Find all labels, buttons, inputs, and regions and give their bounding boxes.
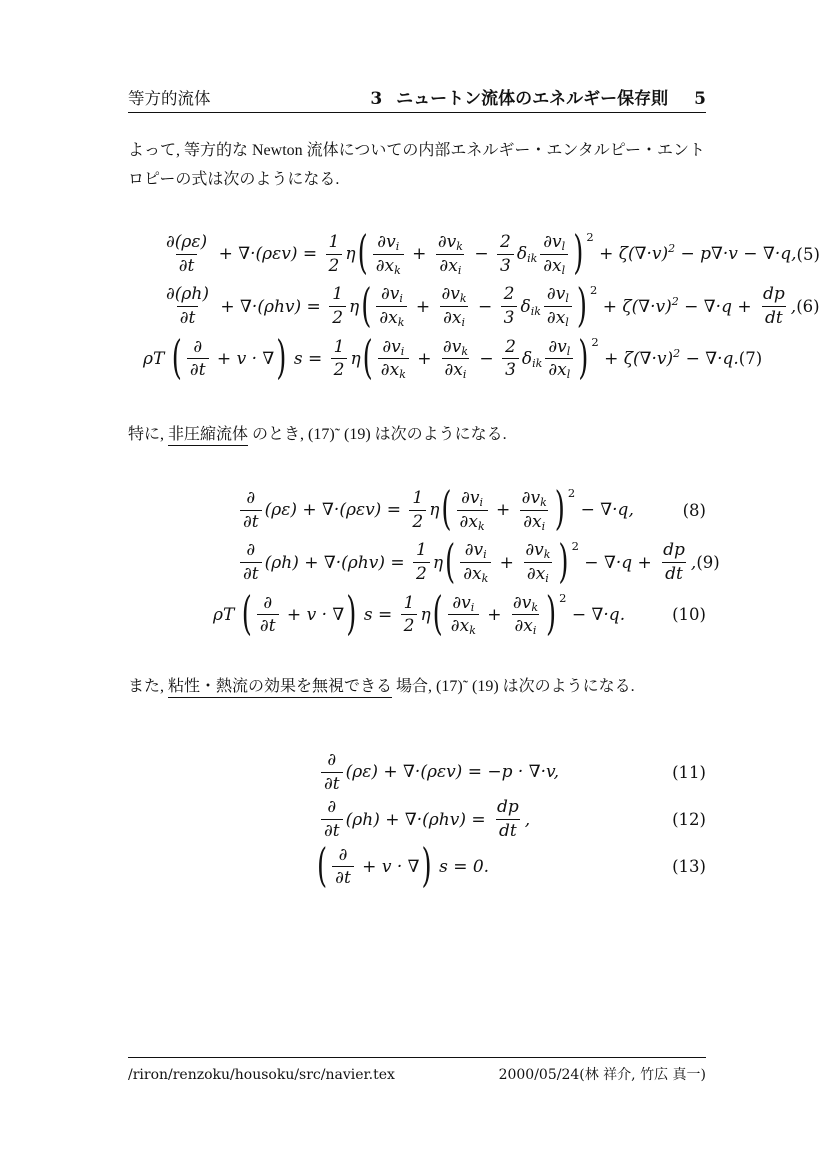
math-token: 2: [503, 284, 515, 305]
equation-number: (6): [796, 297, 820, 317]
math-token: ,: [690, 552, 697, 573]
math-token: $\partial v_l$: [546, 284, 569, 306]
math-token: +: [411, 348, 437, 369]
equation-number: (9): [696, 553, 720, 573]
math-token: ρT: [213, 604, 240, 625]
math-token: +: [490, 500, 516, 521]
math-token: ∂: [263, 592, 273, 613]
math-fraction: [448, 594, 479, 636]
math-token: ∂t: [321, 772, 343, 794]
math-token: 2: [413, 562, 430, 584]
math-token: η: [429, 500, 440, 521]
equation-number: (11): [672, 762, 706, 782]
math-token: 1: [412, 488, 424, 508]
math-superscript: 2: [586, 230, 594, 245]
math-fraction: [460, 540, 491, 586]
math-token: ∂: [338, 844, 348, 865]
math-token: ,: [790, 296, 797, 317]
intro-paragraph-line2: ロピーの式は次のようになる.: [128, 171, 340, 188]
math-token: − ∇·q,: [575, 500, 634, 521]
math-fraction: [510, 594, 541, 636]
math-superscript: 2: [591, 334, 599, 349]
math-fraction: [240, 541, 262, 583]
math-fraction: [660, 541, 688, 583]
math-token: 2: [401, 614, 418, 636]
math-token: η: [432, 552, 444, 573]
math-paren: (: [362, 332, 373, 386]
equation-number: (5): [796, 244, 820, 264]
math-fraction: [544, 284, 572, 330]
math-token: $\partial v_l$: [543, 232, 566, 253]
math-token: $\partial v_k$: [441, 284, 467, 306]
math-paren: ): [573, 227, 584, 281]
math-token: $\partial v_i$: [380, 284, 403, 306]
math-token: 3: [502, 358, 519, 380]
header-page-number: 5: [694, 89, 706, 109]
math-token: + ∇·(ρhv) =: [215, 296, 327, 317]
math-fraction: [439, 284, 470, 330]
math-token: dp: [497, 797, 519, 818]
math-token: η: [349, 296, 360, 317]
math-token: dp: [663, 540, 685, 561]
math-token: 3: [501, 306, 518, 328]
math-token: $\partial v_i$: [382, 336, 405, 358]
math-token: $\partial x_k$: [448, 614, 479, 636]
math-paren: (: [241, 588, 252, 642]
equation-number: (7): [738, 349, 763, 369]
math-token: η: [420, 604, 431, 625]
math-token: $\partial x_i$: [442, 358, 470, 380]
math-token: ρT: [143, 348, 170, 369]
math-fraction: [494, 798, 522, 840]
math-paren: (: [441, 483, 452, 537]
math-fraction: [163, 285, 212, 327]
math-token: $\partial x_i$: [440, 306, 468, 328]
equation-6: [128, 280, 820, 333]
page-footer: [128, 1064, 706, 1084]
math-token: +: [406, 244, 432, 265]
math-fraction: [321, 751, 343, 793]
math-paren: (: [445, 536, 456, 589]
math-fraction: [240, 489, 262, 531]
math-token: ∂: [327, 797, 337, 818]
math-token: ∂t: [177, 306, 199, 328]
math-paren: ): [276, 332, 287, 386]
math-token: + v · ∇: [211, 348, 275, 369]
math-superscript: 2: [567, 486, 576, 501]
math-token: s =: [358, 604, 398, 625]
math-fraction: [413, 541, 430, 583]
inviscid-paragraph: [128, 672, 706, 701]
equation-number: (10): [672, 605, 706, 625]
math-token: s =: [288, 348, 328, 369]
math-token: 2: [331, 358, 348, 380]
math-token: 3: [497, 254, 514, 276]
math-token: $\partial x_i$: [520, 510, 548, 532]
equation-9: [128, 536, 720, 589]
math-superscript: 2: [590, 282, 598, 297]
header-left-title: 等方的流体: [128, 90, 211, 108]
math-token: 1: [328, 232, 340, 252]
math-token: − ∇·q +: [578, 552, 658, 573]
math-token: η: [350, 348, 361, 369]
intro-paragraph-line1: よって, 等方的な Newton 流体についての内部エネルギー・エンタルピー・エント: [128, 142, 706, 159]
math-paren: (: [432, 588, 443, 642]
math-fraction: [378, 338, 409, 380]
math-token: 1: [416, 540, 427, 561]
math-token: $\partial v_k$: [437, 232, 463, 253]
math-token: ∂(ρε): [166, 232, 208, 252]
equation-13: [128, 840, 706, 894]
math-token: dt: [662, 562, 686, 584]
math-token: $\partial v_k$: [525, 540, 551, 562]
math-token: ∂: [193, 336, 203, 357]
inviscid-suffix: 場合, (17)˜ (19) は次のようになる.: [392, 678, 635, 695]
math-paren: ): [576, 280, 587, 333]
math-token: ∂: [246, 488, 256, 508]
equation-number: (12): [672, 810, 706, 830]
math-token: $\partial x_k$: [376, 306, 407, 328]
math-token: $\delta_{ik}$: [521, 348, 543, 370]
equation-10: [128, 588, 706, 642]
math-token: $\partial x_k$: [457, 510, 488, 532]
math-token: $\partial x_i$: [436, 254, 464, 276]
math-token: $\partial v_i$: [452, 592, 475, 614]
math-fraction: [545, 338, 573, 380]
math-paren: (: [317, 840, 328, 894]
equation-8: [128, 483, 706, 537]
math-paren: ): [421, 840, 432, 894]
math-paren: (: [357, 227, 368, 281]
math-superscript: 2: [559, 590, 567, 605]
math-paren: ): [546, 588, 557, 642]
math-token: (ρε) + ∇·(ρεv) = −p · ∇·v,: [345, 762, 559, 783]
header-section-title: ニュートン流体のエネルギー保存則: [396, 89, 669, 109]
math-token: + v · ∇: [281, 604, 345, 625]
math-fraction: [321, 798, 343, 840]
math-token: 2: [329, 306, 346, 328]
math-token: −: [468, 244, 494, 265]
math-token: $\partial x_k$: [460, 562, 491, 584]
math-fraction: [760, 285, 788, 327]
math-token: $\partial v_k$: [442, 336, 468, 358]
math-token: $\partial x_i$: [512, 614, 540, 636]
math-token: dt: [762, 306, 786, 328]
equation-12: [128, 798, 706, 840]
equation-5: [128, 227, 820, 281]
equation-11: [128, 751, 706, 793]
math-token: ∂t: [240, 510, 262, 532]
math-token: +: [494, 552, 520, 573]
math-fraction: [519, 489, 550, 531]
math-token: −: [472, 296, 498, 317]
math-token: ∂t: [321, 819, 343, 841]
footer-rule: [128, 1057, 706, 1058]
math-token: $\partial v_i$: [377, 232, 400, 253]
math-fraction: [332, 846, 354, 888]
header-right-group: [370, 84, 706, 109]
math-superscript: 2: [571, 538, 579, 553]
math-token: $\partial v_k$: [512, 592, 538, 614]
math-token: dp: [763, 284, 785, 305]
math-token: 2: [505, 336, 516, 357]
math-token: 1: [403, 592, 415, 613]
footer-date-credit: 2000/05/24(林 祥介, 竹広 真一): [498, 1067, 706, 1083]
math-paren: ): [554, 483, 565, 537]
equation-number: (13): [672, 857, 706, 877]
incompressible-underlined-term: 非圧縮流体: [168, 426, 248, 446]
math-fraction: [329, 285, 346, 327]
incompressible-suffix: のとき, (17)˜ (19) は次のようになる.: [248, 426, 507, 443]
math-token: + ∇·(ρεv) =: [213, 244, 323, 265]
math-token: −: [474, 348, 500, 369]
math-token: $\partial x_i$: [524, 562, 552, 584]
math-fraction: [522, 540, 553, 586]
inviscid-prefix: また,: [128, 678, 169, 695]
math-token: ∂t: [332, 866, 354, 888]
math-token: 1: [332, 284, 344, 305]
equation-block-2: [128, 483, 720, 646]
math-token: ∂t: [187, 358, 209, 380]
math-token: ∂t: [257, 614, 279, 636]
header-section-number: 3: [370, 89, 383, 109]
incompressible-paragraph: [128, 420, 706, 449]
math-token: η: [345, 244, 356, 265]
math-paren: ): [558, 536, 569, 589]
math-fraction: [501, 285, 518, 327]
math-fraction: [497, 233, 514, 275]
page-header: [128, 84, 706, 109]
math-fraction: [163, 233, 210, 275]
math-token: ∂(ρh): [166, 284, 209, 305]
math-fraction: [257, 594, 279, 636]
math-fraction: [435, 233, 466, 275]
math-token: $\partial x_l$: [545, 358, 573, 380]
equation-block-1: [128, 227, 820, 390]
math-token: 2: [499, 232, 511, 252]
math-token: (ρε) + ∇·(ρεv) =: [264, 500, 407, 521]
equation-block-3: [128, 751, 706, 893]
math-paren: (: [361, 280, 372, 333]
math-token: 2: [326, 254, 343, 276]
incompressible-prefix: 特に,: [128, 426, 169, 443]
math-fraction: [457, 489, 488, 531]
math-fraction: [373, 233, 404, 275]
math-token: $\partial v_i$: [464, 540, 487, 562]
math-token: + $\zeta(\nabla\cdot v)^2 - p\nabla\cdot v - \nabla\cdot q$,: [593, 242, 797, 265]
equation-number: (8): [682, 500, 706, 520]
math-token: (ρh) + ∇·(ρhv) =: [345, 809, 492, 830]
math-token: $\delta_{ik}$: [516, 244, 538, 266]
math-token: ,: [524, 809, 531, 830]
math-token: ∂: [246, 540, 256, 561]
math-token: dt: [496, 819, 520, 841]
inviscid-underlined-term: 粘性・熱流の効果を無視できる: [168, 678, 392, 698]
equation-7: [128, 332, 763, 386]
math-token: + $\zeta(\nabla\cdot v)^2 - \nabla\cdot q$ +: [597, 294, 758, 317]
math-token: 1: [333, 336, 345, 357]
math-fraction: [326, 233, 343, 275]
math-paren: (: [171, 332, 182, 386]
math-token: ∂: [327, 750, 337, 770]
math-token: $\partial x_k$: [373, 254, 404, 276]
math-token: +: [410, 296, 436, 317]
math-fraction: [376, 284, 407, 330]
math-token: $\partial x_l$: [540, 254, 568, 276]
math-token: +: [481, 604, 507, 625]
math-token: (ρh) + ∇·(ρhv) =: [264, 552, 411, 573]
math-token: 2: [409, 510, 426, 532]
math-fraction: [540, 233, 568, 275]
math-token: + v · ∇: [356, 856, 420, 877]
math-token: + $\zeta(\nabla\cdot v)^2 - \nabla\cdot q$.: [598, 346, 739, 369]
math-token: s = 0.: [433, 856, 490, 877]
math-fraction: [331, 338, 348, 380]
math-token: $\delta_{ik}$: [520, 296, 541, 318]
math-fraction: [502, 338, 519, 380]
header-rule: [128, 112, 706, 113]
math-token: $\partial v_l$: [548, 336, 571, 358]
math-token: $\partial v_k$: [521, 488, 547, 509]
footer-file-path: /riron/renzoku/housoku/src/navier.tex: [128, 1067, 395, 1083]
math-fraction: [401, 594, 418, 636]
math-paren: ): [578, 332, 589, 386]
math-token: $\partial v_i$: [461, 488, 484, 509]
math-token: $\partial x_k$: [378, 358, 409, 380]
math-token: ∂t: [176, 254, 198, 276]
math-token: $\partial x_l$: [544, 306, 572, 328]
intro-paragraph: [128, 136, 706, 194]
math-fraction: [409, 489, 426, 531]
math-token: ∂t: [240, 562, 262, 584]
math-fraction: [187, 338, 209, 380]
math-fraction: [440, 338, 471, 380]
math-paren: ): [346, 588, 357, 642]
math-token: − ∇·q.: [566, 604, 626, 625]
